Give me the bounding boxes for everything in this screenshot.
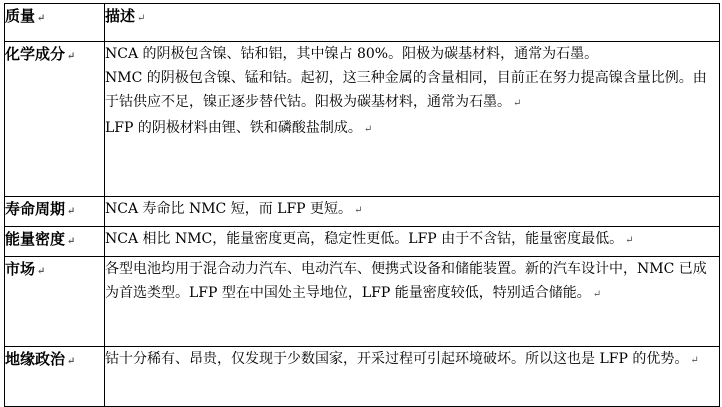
header-desc: 描述 (105, 7, 136, 25)
table-row (5, 257, 720, 347)
paragraph-mark-icon: ↵ (363, 124, 373, 135)
paragraph-mark-icon: ↵ (67, 51, 76, 62)
paragraph-mark-icon: ↵ (37, 13, 46, 24)
row-desc-cell (105, 347, 720, 407)
header-label-cell (5, 4, 105, 42)
row-paragraph: 各型电池均用于混合动力汽车、电动汽车、便携式设备和储能装置。新的汽车设计中，NMC 已成为首选类型。LFP 型在中国处主导地位，LFP 能量密度较低，特别适合储能。 ↵ (105, 261, 707, 301)
table-row (5, 347, 720, 407)
paragraph-mark-icon: ↵ (37, 266, 46, 277)
row-paragraph: 钴十分稀有、昂贵，仅发现于少数国家，开采过程可引起环境破坏。所以这也是 LFP 的优势。 ↵ (105, 351, 699, 367)
paragraph-mark-icon: ↵ (690, 355, 699, 366)
row-label-cell (5, 42, 105, 197)
paragraph-mark-icon: ↵ (67, 236, 76, 247)
row-paragraph: LFP 的阴极材料由锂、铁和磷酸盐制成。 ↵ (105, 120, 373, 136)
row-desc-cell (105, 257, 720, 347)
header-label: 质量 (5, 7, 36, 25)
row-label: 化学成分 (5, 45, 66, 63)
row-label: 寿命周期 (5, 200, 66, 218)
table-row (5, 197, 720, 227)
header-desc-cell (105, 4, 720, 42)
row-paragraph: NMC 的阴极包含镍、锰和钴。起初，这三种金属的含量相同，目前正在努力提高镍含量比例。由于钴供应不足，镍正逐步替代钴。阳极为碳基材料，通常为石墨。 ↵ (105, 70, 707, 110)
row-label-cell (5, 257, 105, 347)
row-desc-cell (105, 227, 720, 257)
paragraph-mark-icon: ↵ (137, 13, 146, 24)
paragraph-mark-icon: ↵ (625, 235, 634, 246)
row-paragraph: NCA 相比 NMC，能量密度更高，稳定性更低。LFP 由于不含钴，能量密度最低。 ↵ (105, 231, 634, 247)
row-desc-cell (105, 42, 720, 197)
row-label-cell (5, 197, 105, 227)
row-paragraph: NCA 寿命比 NMC 短，而 LFP 更短。 ↵ (105, 201, 363, 217)
row-label: 能量密度 (5, 230, 66, 248)
table-row (5, 227, 720, 257)
row-paragraph: NCA 的阴极包含镍、钴和铝，其中镍占 80%。阳极为碳基材料，通常为石墨。 (105, 46, 599, 62)
battery-comparison-table (4, 3, 720, 407)
paragraph-mark-icon: ↵ (67, 206, 76, 217)
table-row (5, 42, 720, 197)
row-label: 地缘政治 (5, 350, 66, 368)
paragraph-mark-icon: ↵ (354, 205, 363, 216)
row-label-cell (5, 347, 105, 407)
row-desc-cell (105, 197, 720, 227)
table-header-row (5, 4, 720, 42)
paragraph-mark-icon: ↵ (513, 98, 522, 109)
row-label: 市场 (5, 260, 36, 278)
row-label-cell (5, 227, 105, 257)
paragraph-mark-icon: ↵ (592, 289, 602, 300)
paragraph-mark-icon: ↵ (67, 356, 76, 367)
